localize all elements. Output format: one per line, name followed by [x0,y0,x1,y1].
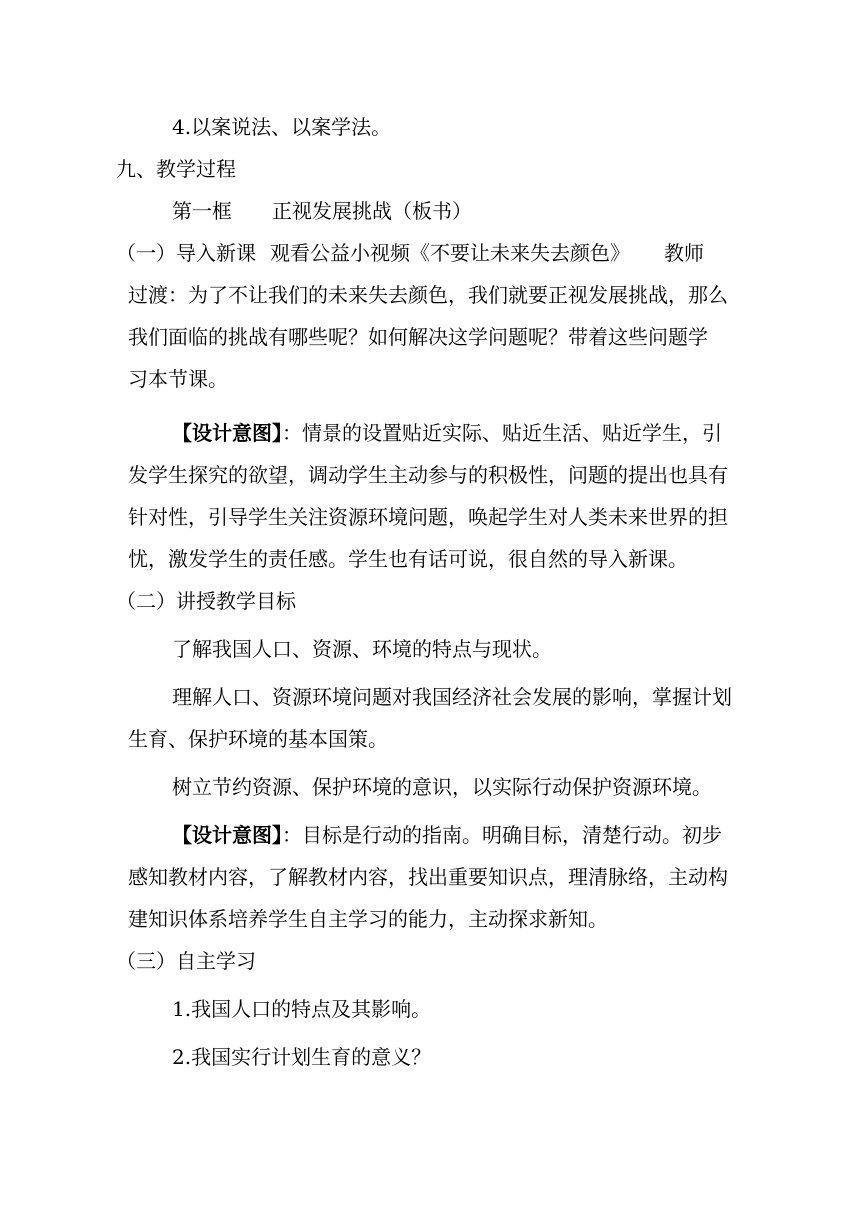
part1-heading-line [116,232,732,274]
paragraph-line: 习本节课。 [128,367,228,391]
goal-2-line: 理解人口、资源环境问题对我国经济社会发展的影响，掌握计划 [172,685,732,709]
design-intent-text: ：情景的设置贴近实际、贴近生活、贴近学生，引 [282,421,722,445]
paragraph-line: 过渡：为了不让我们的未来失去颜色，我们就要正视发展挑战，那么 [128,283,728,307]
paragraph-line: 我们面临的挑战有哪些呢？如何解决这学问题呢？带着这些问题学 [128,325,708,349]
design-intent-line [128,412,732,454]
part3-heading: （三）自主学习 [116,949,256,973]
design-intent-text: ：目标是行动的指南。明确目标，清楚行动。初步 [282,823,722,847]
part1-teacher: 教师 [664,241,704,265]
goal-1: 了解我国人口、资源、环境的特点与现状。 [172,637,552,661]
part1-heading: （一）导入新课 [116,241,256,265]
question-2: 2.我国实行计划生育的意义？ [172,1045,432,1069]
paragraph-line: 发学生探究的欲望，调动学生主动参与的积极性，问题的提出也具有 [128,463,728,487]
question-1: 1.我国人口的特点及其影响。 [172,997,432,1021]
design-intent-label: 【设计意图】 [172,421,282,445]
paragraph-line: 忧，激发学生的责任感。学生也有话可说，很自然的导入新课。 [128,547,688,571]
part2-heading: （二）讲授教学目标 [116,589,296,613]
frame-heading [128,190,732,232]
design-intent-line [128,814,732,856]
part1-video: 观看公益小视频《不要让未来失去颜色》 [270,241,630,265]
section-heading-9: 九、教学过程 [116,157,236,181]
goal-3: 树立节约资源、保护环境的意识，以实际行动保护资源环境。 [172,775,712,799]
goal-2-line: 生育、保护环境的基本国策。 [128,727,388,751]
paragraph-line: 建知识体系培养学生自主学习的能力，主动探求新知。 [128,907,608,931]
frame-label: 第一框 [172,199,232,223]
design-intent-label: 【设计意图】 [172,823,282,847]
paragraph-line: 针对性，引导学生关注资源环境问题，唤起学生对人类未来世界的担 [128,505,728,529]
paragraph-line: 感知教材内容，了解教材内容，找出重要知识点，理清脉络，主动构 [128,865,728,889]
list-item-4: 4.以案说法、以案学法。 [172,115,392,139]
frame-title: 正视发展挑战（板书） [272,199,472,223]
